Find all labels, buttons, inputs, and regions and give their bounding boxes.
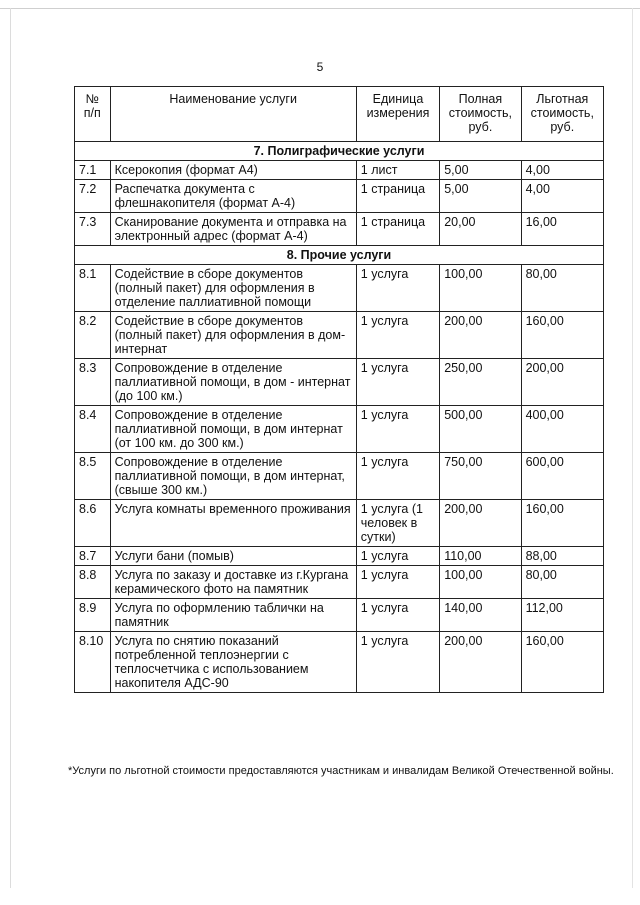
- header-unit: Единица измерения: [356, 87, 439, 142]
- cell-full-price: 200,00: [440, 312, 521, 359]
- section-title: 8. Прочие услуги: [75, 246, 604, 265]
- table-row: [75, 213, 604, 246]
- cell-unit: 1 услуга: [356, 453, 439, 500]
- price-table: [74, 86, 604, 693]
- header-discount-price: Льготная стоимость, руб.: [521, 87, 603, 142]
- cell-full-price: 20,00: [440, 213, 521, 246]
- cell-discount-price: 400,00: [521, 406, 603, 453]
- cell-num: 8.7: [75, 547, 111, 566]
- footnote: *Услуги по льготной стоимости предоставляются участникам и инвалидам Великой Отечественной войны.: [68, 765, 614, 777]
- table-row: [75, 265, 604, 312]
- cell-full-price: 110,00: [440, 547, 521, 566]
- cell-discount-price: 112,00: [521, 599, 603, 632]
- cell-service-name: Содействие в сборе документов (полный пакет) для оформления в отделение паллиативной помощи: [110, 265, 356, 312]
- cell-service-name: Услуга по заказу и доставке из г.Кургана керамического фото на памятник: [110, 566, 356, 599]
- cell-num: 8.6: [75, 500, 111, 547]
- cell-discount-price: 600,00: [521, 453, 603, 500]
- cell-unit: 1 услуга: [356, 359, 439, 406]
- cell-unit: 1 услуга (1 человек в сутки): [356, 500, 439, 547]
- cell-unit: 1 услуга: [356, 632, 439, 693]
- cell-service-name: Сопровождение в отделение паллиативной помощи, в дом - интернат (до 100 км.): [110, 359, 356, 406]
- cell-discount-price: 4,00: [521, 180, 603, 213]
- cell-num: 8.3: [75, 359, 111, 406]
- cell-service-name: Сопровождение в отделение паллиативной помощи, в дом интернат (от 100 км. до 300 км.): [110, 406, 356, 453]
- table-row: [75, 406, 604, 453]
- header-full-price: Полная стоимость, руб.: [440, 87, 521, 142]
- cell-unit: 1 услуга: [356, 312, 439, 359]
- cell-num: 8.2: [75, 312, 111, 359]
- cell-full-price: 5,00: [440, 161, 521, 180]
- cell-service-name: Ксерокопия (формат А4): [110, 161, 356, 180]
- cell-full-price: 500,00: [440, 406, 521, 453]
- header-row: [75, 87, 604, 142]
- cell-discount-price: 16,00: [521, 213, 603, 246]
- section-row: [75, 246, 604, 265]
- cell-unit: 1 услуга: [356, 406, 439, 453]
- cell-unit: 1 услуга: [356, 566, 439, 599]
- cell-num: 7.1: [75, 161, 111, 180]
- cell-full-price: 250,00: [440, 359, 521, 406]
- table-row: [75, 500, 604, 547]
- cell-service-name: Сопровождение в отделение паллиативной помощи, в дом интернат, (свыше 300 км.): [110, 453, 356, 500]
- cell-num: 8.4: [75, 406, 111, 453]
- cell-service-name: Сканирование документа и отправка на электронный адрес (формат А-4): [110, 213, 356, 246]
- cell-full-price: 200,00: [440, 632, 521, 693]
- table-row: [75, 161, 604, 180]
- cell-discount-price: 160,00: [521, 312, 603, 359]
- cell-unit: 1 услуга: [356, 265, 439, 312]
- scan-edge-left: [10, 8, 11, 888]
- table-row: [75, 359, 604, 406]
- cell-service-name: Услуга по оформлению таблички на памятник: [110, 599, 356, 632]
- cell-discount-price: 160,00: [521, 500, 603, 547]
- cell-unit: 1 страница: [356, 180, 439, 213]
- cell-num: 7.2: [75, 180, 111, 213]
- section-title: 7. Полиграфические услуги: [75, 142, 604, 161]
- cell-unit: 1 услуга: [356, 547, 439, 566]
- cell-full-price: 140,00: [440, 599, 521, 632]
- table-body: [75, 142, 604, 693]
- table-row: [75, 566, 604, 599]
- table-row: [75, 632, 604, 693]
- header-num: № п/п: [75, 87, 111, 142]
- scan-edge-top: [0, 8, 640, 9]
- cell-num: 8.1: [75, 265, 111, 312]
- cell-num: 8.9: [75, 599, 111, 632]
- cell-service-name: Услуга комнаты временного проживания: [110, 500, 356, 547]
- cell-num: 8.8: [75, 566, 111, 599]
- cell-full-price: 750,00: [440, 453, 521, 500]
- cell-full-price: 5,00: [440, 180, 521, 213]
- cell-full-price: 100,00: [440, 566, 521, 599]
- cell-num: 8.5: [75, 453, 111, 500]
- cell-num: 7.3: [75, 213, 111, 246]
- cell-discount-price: 80,00: [521, 265, 603, 312]
- cell-service-name: Услуги бани (помыв): [110, 547, 356, 566]
- cell-service-name: Содействие в сборе документов (полный пакет) для оформления в дом-интернат: [110, 312, 356, 359]
- cell-unit: 1 лист: [356, 161, 439, 180]
- table-row: [75, 599, 604, 632]
- cell-full-price: 200,00: [440, 500, 521, 547]
- header-name: Наименование услуги: [110, 87, 356, 142]
- cell-discount-price: 160,00: [521, 632, 603, 693]
- page-number: 5: [316, 60, 324, 74]
- table-row: [75, 312, 604, 359]
- section-row: [75, 142, 604, 161]
- cell-discount-price: 80,00: [521, 566, 603, 599]
- cell-unit: 1 услуга: [356, 599, 439, 632]
- table-row: [75, 547, 604, 566]
- table-row: [75, 180, 604, 213]
- table-row: [75, 453, 604, 500]
- cell-service-name: Услуга по снятию показаний потребленной теплоэнергии с теплосчетчика с использованием накопителя АДС-90: [110, 632, 356, 693]
- cell-num: 8.10: [75, 632, 111, 693]
- cell-unit: 1 страница: [356, 213, 439, 246]
- cell-discount-price: 4,00: [521, 161, 603, 180]
- cell-discount-price: 88,00: [521, 547, 603, 566]
- cell-service-name: Распечатка документа с флешнакопителя (формат А-4): [110, 180, 356, 213]
- cell-discount-price: 200,00: [521, 359, 603, 406]
- scan-edge-right: [632, 8, 633, 888]
- cell-full-price: 100,00: [440, 265, 521, 312]
